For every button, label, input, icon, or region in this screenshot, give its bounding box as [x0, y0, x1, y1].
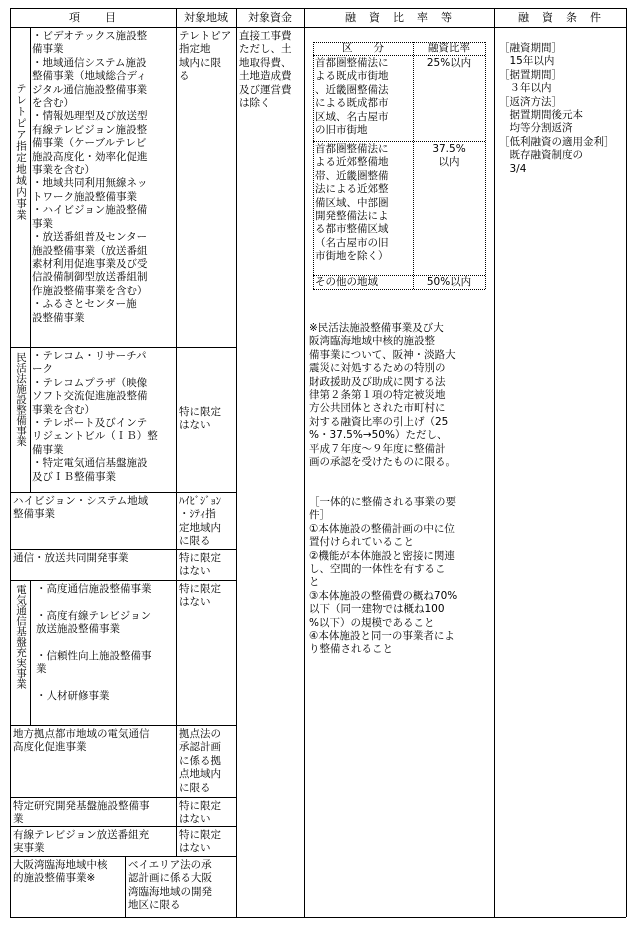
denki-category: 電気通信基盤充実事業: [15, 584, 27, 689]
divider-item-area: [176, 8, 177, 856]
row-sep-1: [10, 347, 236, 348]
tokutei-area: 特に限定 はない: [179, 800, 221, 826]
osaka-item-divider: [125, 856, 126, 917]
ratio-row-3-area: その他の地域: [315, 276, 378, 288]
tsushin-item: 通信・放送共同開発事業: [13, 552, 129, 564]
table-bottom-border: [10, 917, 626, 918]
teletopia-category: テレトピア指定地域内事業: [15, 83, 27, 221]
denki-area: 特に限定 はない: [179, 583, 221, 609]
header-area: 対象地域: [184, 11, 228, 24]
hivision-area: ﾊｲﾋﾞｼﾞｮﾝ ・ｼﾃｨ指 定地域内 に限る: [179, 495, 221, 548]
chiho-area: 拠点法の 承認計画 に係る拠 点地域内 に限る: [179, 728, 221, 794]
minkatsu-category-divider: [30, 347, 31, 492]
header-funds: 対象資金: [248, 11, 292, 24]
header-bottom-border: [10, 27, 626, 28]
header-conditions: 融 資 条 件: [518, 11, 602, 24]
osaka-area: ベイエリア法の承 認計画に係る大阪 湾臨海地域の開発 地区に限る: [128, 859, 212, 912]
tsushin-area: 特に限定 はない: [179, 552, 221, 578]
table-right-border: [626, 8, 627, 917]
ratio-row-2-area: 首都圏整備法に よる近郊整備地 帯、近畿圏整備 法による近郊整 備区域、中部圏 開発整備法によ る都市整備区域 （名古屋市の旧 市街地を除く）: [315, 143, 389, 263]
teletopia-category-divider: [30, 27, 31, 347]
ratio-table-right: [485, 42, 486, 289]
catv-item: 有線テレビジョン放送番組充 実事業: [13, 829, 150, 855]
funds-text: 直接工事費 ただし、土 地取得費、 土地造成費 及び運営費 は除く: [239, 30, 292, 110]
divider-area-funds: [236, 8, 237, 917]
row-sep-3: [10, 549, 236, 550]
ratio-head-ratio: 融資比率: [428, 42, 470, 54]
osaka-item: 大阪湾臨海地域中核 的施設整備事業※: [13, 859, 108, 885]
minkatsu-category: 民活法施設整備事業: [15, 352, 27, 447]
ratio-row-3-ratio: 50%以内: [426, 276, 472, 288]
ratio-head-area: 区 分: [342, 42, 384, 54]
conditions-text: ［融資期間］ 15年以内 ［据置期間］ ３年以内 ［返済方法］ 据置期間後元本 均等分割返済 ［低利融資の適用金利］ 既存融資制度の 3/4: [499, 42, 615, 175]
note-special-ratio: ※民活法施設整備事業及び大 阪湾臨海地域中核的施設整 備事業について、阪神・淡路大 震災に対処するための特別の 財政援助及び助成に関する法 律第２条第１項の特定被災地 方公共団体とされた市町村に 対する融資比率の引上げ（25 %・37.5%→50%）ただし、 平成７年度～９年度に整備計 画の承認を受けたものに限る。: [309, 322, 456, 469]
ratio-row-2-ratio: 37.5% 以内: [432, 143, 466, 169]
table-top-border: [10, 8, 626, 9]
ratio-row-1-area: 首都圏整備法に よる既成市街地 、近畿圏整備法 による既成都市 区域、名古屋市 の旧市街地: [315, 57, 389, 137]
row-sep-6: [10, 797, 236, 798]
header-ratio: 融 資 比 率 等: [345, 11, 453, 24]
tokutei-item: 特定研究開発基盤施設整備事 業: [13, 800, 150, 826]
catv-area: 特に限定 はない: [179, 829, 221, 855]
teletopia-items: ・ビデオテックス施設整 備事業 ・地域通信システム施設 整備事業（地域総合ディ ジタル通信施設整備事業 を含む） ・情報処理型及び放送型 有線テレビジョン施設整 備事業（ケーブルテレビ 施設高度化・効率化促進 事業を含む） ・地域共同利用無線ネッ トワーク施設整備事業 ・ハイビジョン施設整備 事業 ・放送番組普及センター 施設整備事業（放送番組 素材利用促進事業及び受 信設備制御型放送番組制 作施設整備事業を含む） ・ふるさとセンター施 設整備事業: [32, 30, 148, 324]
row-sep-4: [10, 580, 236, 581]
minkatsu-items: ・テレコム・リサーチパ ーク ・テレコムプラザ（映像 ソフト交流促進施設整備 事業を含む） ・テレポート及びインテ リジェントビル（ＩＢ）整 備事業 ・特定電気通信基盤施設 及びＩＢ整備事業: [32, 350, 158, 483]
denki-category-divider: [30, 580, 31, 725]
divider-ratio-conditions: [494, 8, 495, 917]
header-item: 項 目: [69, 11, 117, 24]
divider-funds-ratio: [304, 8, 305, 917]
row-sep-2: [10, 492, 236, 493]
ratio-table-left: [313, 42, 314, 289]
ratio-row-1-ratio: 25%以内: [426, 57, 472, 69]
row-sep-5: [10, 725, 236, 726]
hivision-item: ハイビジョン・システム地域 整備事業: [13, 495, 149, 521]
row-sep-8: [10, 856, 236, 857]
note-integrated-requirements: ［一体的に整備される事業の要 件］ ①本体施設の整備計画の中に位 置付けられていること ②機能が本体施設と密接に関連 し、空間的一体性を有するこ と ③本体施設の整備費の概ね70% 以下（同一建物では概ね100 %以下）の規模であること ④本体施設と同一の事業者によ り整備されること: [309, 496, 458, 656]
minkatsu-area: 特に限定 はない: [179, 406, 221, 432]
teletopia-area: テレトピア 指定地 域内に限 る: [179, 30, 232, 83]
chiho-item: 地方拠点都市地域の電気通信 高度化促進事業: [13, 728, 150, 754]
ratio-table-sep-1: [313, 141, 485, 142]
denki-items: ・高度通信施設整備事業 ・高度有線テレビジョン 放送施設整備事業 ・信頼性向上施設整備事 業 ・人材研修事業: [36, 583, 152, 703]
table-left-border: [10, 8, 11, 917]
